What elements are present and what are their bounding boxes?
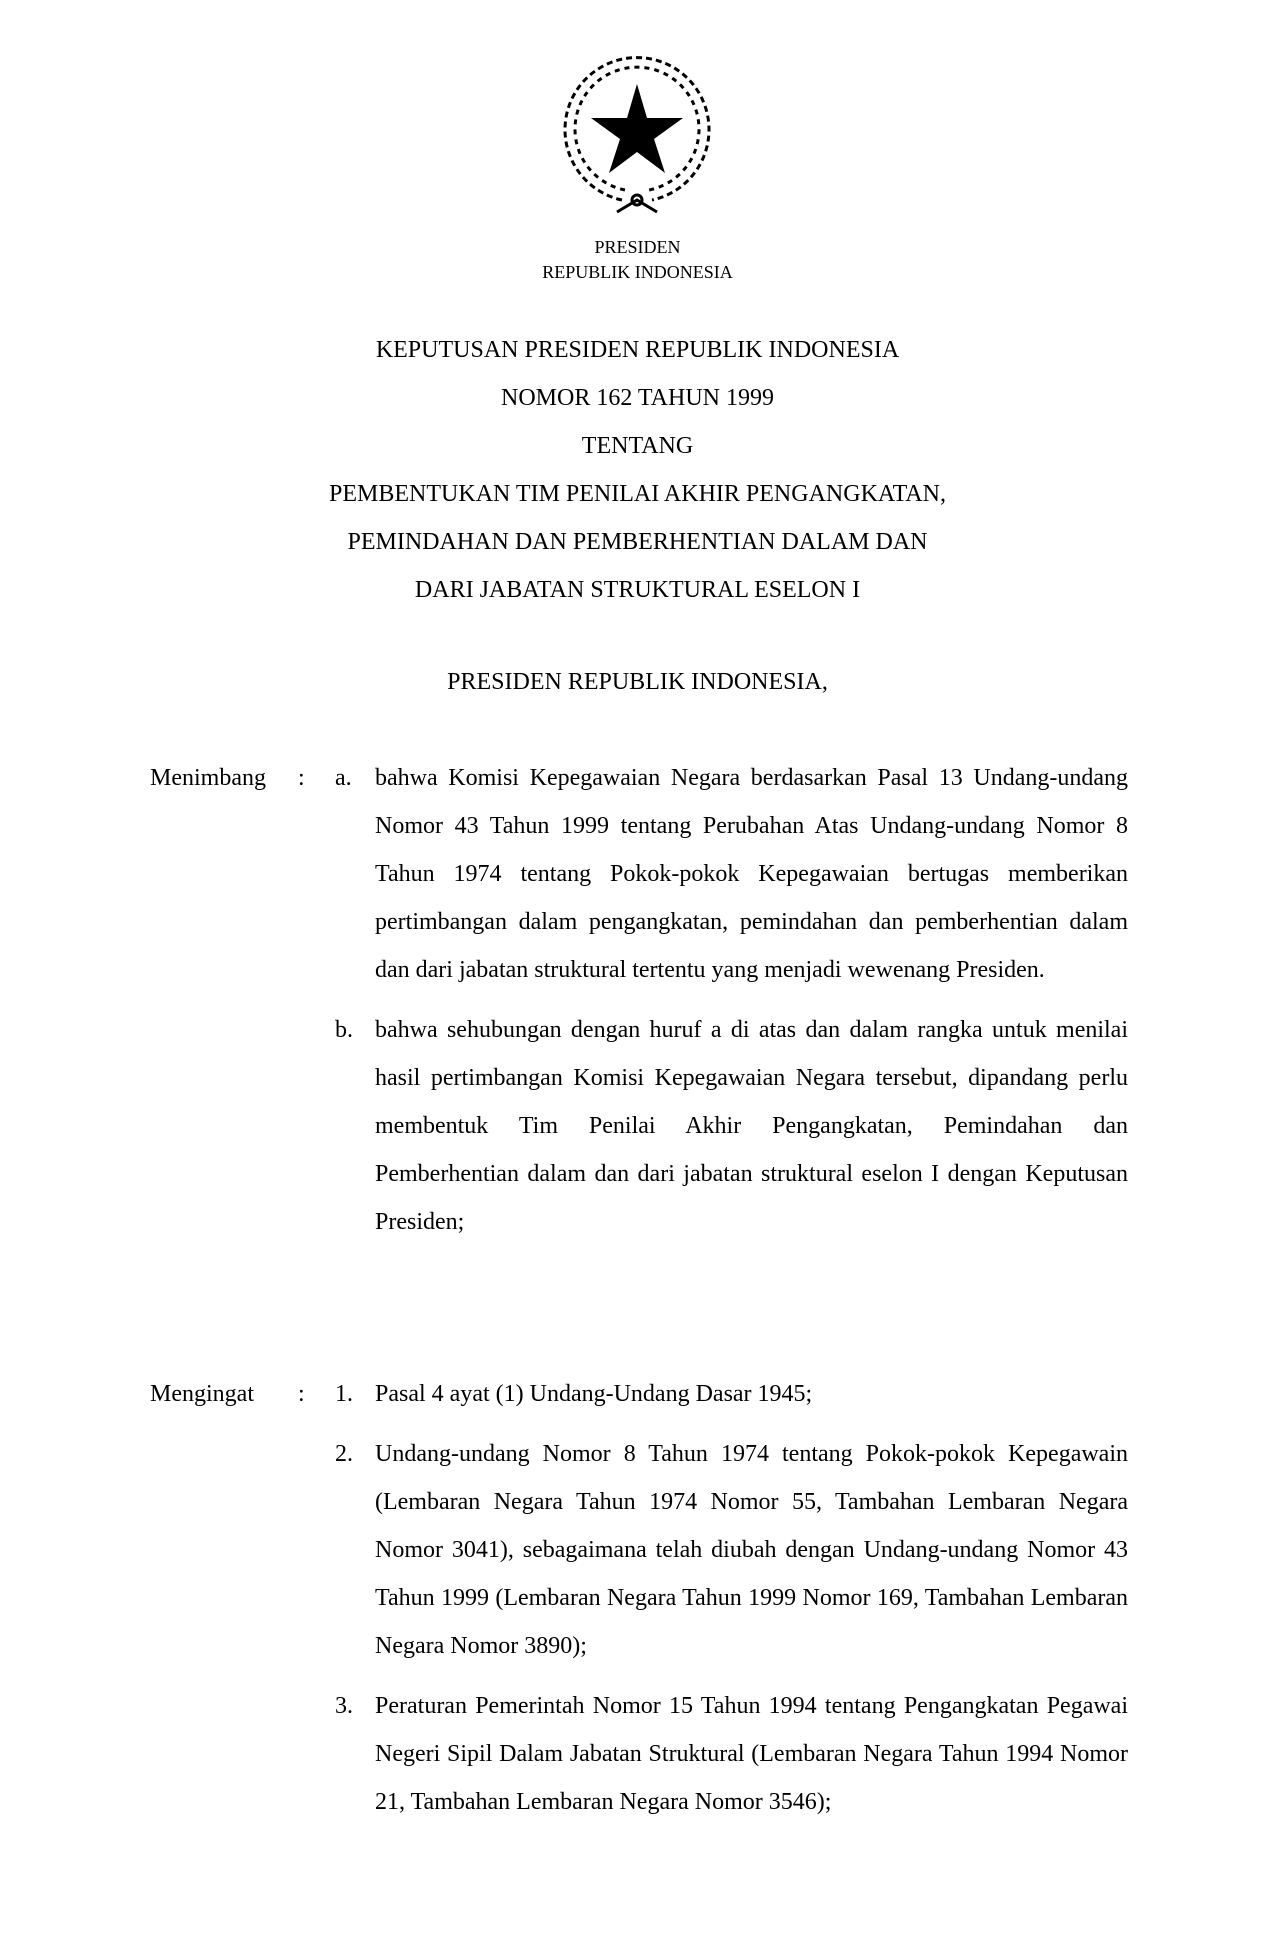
section-label: Mengingat: [150, 1381, 254, 1407]
item-text: Peraturan Pemerintah Nomor 15 Tahun 1994 tentang Pengangkatan Pegawai Negeri Sipil Dalam Jabatan Struktural (Lembaran Negara Tahun 1994 Nomor 21, Tambahan Lembaran Negara Nomor 3546);: [375, 1693, 1128, 1815]
item-number: b.: [335, 1017, 353, 1043]
document-title: [0, 326, 1275, 614]
item-number: 1.: [335, 1381, 353, 1407]
item-number: 2.: [335, 1441, 353, 1467]
item-text: bahwa sehubungan dengan huruf a di atas dan dalam rangka untuk menilai hasil pertimbangan Komisi Kepegawaian Negara tersebut, dipandang perlu membentuk Tim Penilai Akhir Pengangkatan, Pemindahan dan Pemberhentian dalam dan dari jabatan struktural eselon I dengan Keputusan Presiden;: [375, 1017, 1128, 1235]
item-text: bahwa Komisi Kepegawaian Negara berdasarkan Pasal 13 Undang-undang Nomor 43 Tahun 1999 tentang Perubahan Atas Undang-undang Nomor 8 Tahun 1974 tentang Pokok-pokok Kepegawaian bertugas memberikan pertimbangan dalam pengangkatan, pemindahan dan pemberhentian dalam dan dari jabatan struktural tertentu yang menjadi wewenang Presiden.: [375, 765, 1128, 983]
title-line: KEPUTUSAN PRESIDEN REPUBLIK INDONESIA: [375, 337, 900, 363]
menimbang-section: [150, 754, 1128, 1258]
presidential-emblem-icon: [547, 50, 727, 220]
item-text: Undang-undang Nomor 8 Tahun 1974 tentang Pokok-pokok Kepegawain (Lembaran Negara Tahun 1974 Nomor 55, Tambahan Lembaran Negara Nomor 3041), sebagaimana telah diubah dengan Undang-undang Nomor 43 Tahun 1999 (Lembaran Negara Tahun 1999 Nomor 169, Tambahan Lembaran Negara Nomor 3890);: [375, 1441, 1128, 1659]
section-colon: :: [298, 1381, 305, 1407]
list-item: [335, 1682, 1128, 1826]
list-item: [335, 1430, 1128, 1670]
section-label: Menimbang: [150, 765, 266, 791]
preamble: PRESIDEN REPUBLIK INDONESIA,: [447, 669, 828, 695]
list-item: [335, 1006, 1128, 1246]
letterhead-line2: REPUBLIK INDONESIA: [542, 262, 733, 282]
mengingat-section: [150, 1370, 1128, 1838]
letterhead-line1: PRESIDEN: [594, 237, 681, 257]
title-line: NOMOR 162 TAHUN 1999: [501, 385, 774, 411]
list-item: [335, 1370, 1128, 1418]
item-text: Pasal 4 ayat (1) Undang-Undang Dasar 1945;: [375, 1381, 813, 1407]
title-line: PEMBENTUKAN TIM PENILAI AKHIR PENGANGKATAN,: [329, 481, 946, 507]
title-line: PEMINDAHAN DAN PEMBERHENTIAN DALAM DAN: [347, 529, 928, 555]
title-line: DARI JABATAN STRUKTURAL ESELON I: [414, 577, 861, 603]
section-colon: :: [298, 765, 305, 791]
item-number: a.: [335, 765, 352, 791]
item-number: 3.: [335, 1693, 353, 1719]
list-item: [335, 754, 1128, 994]
title-line: TENTANG: [581, 433, 694, 459]
